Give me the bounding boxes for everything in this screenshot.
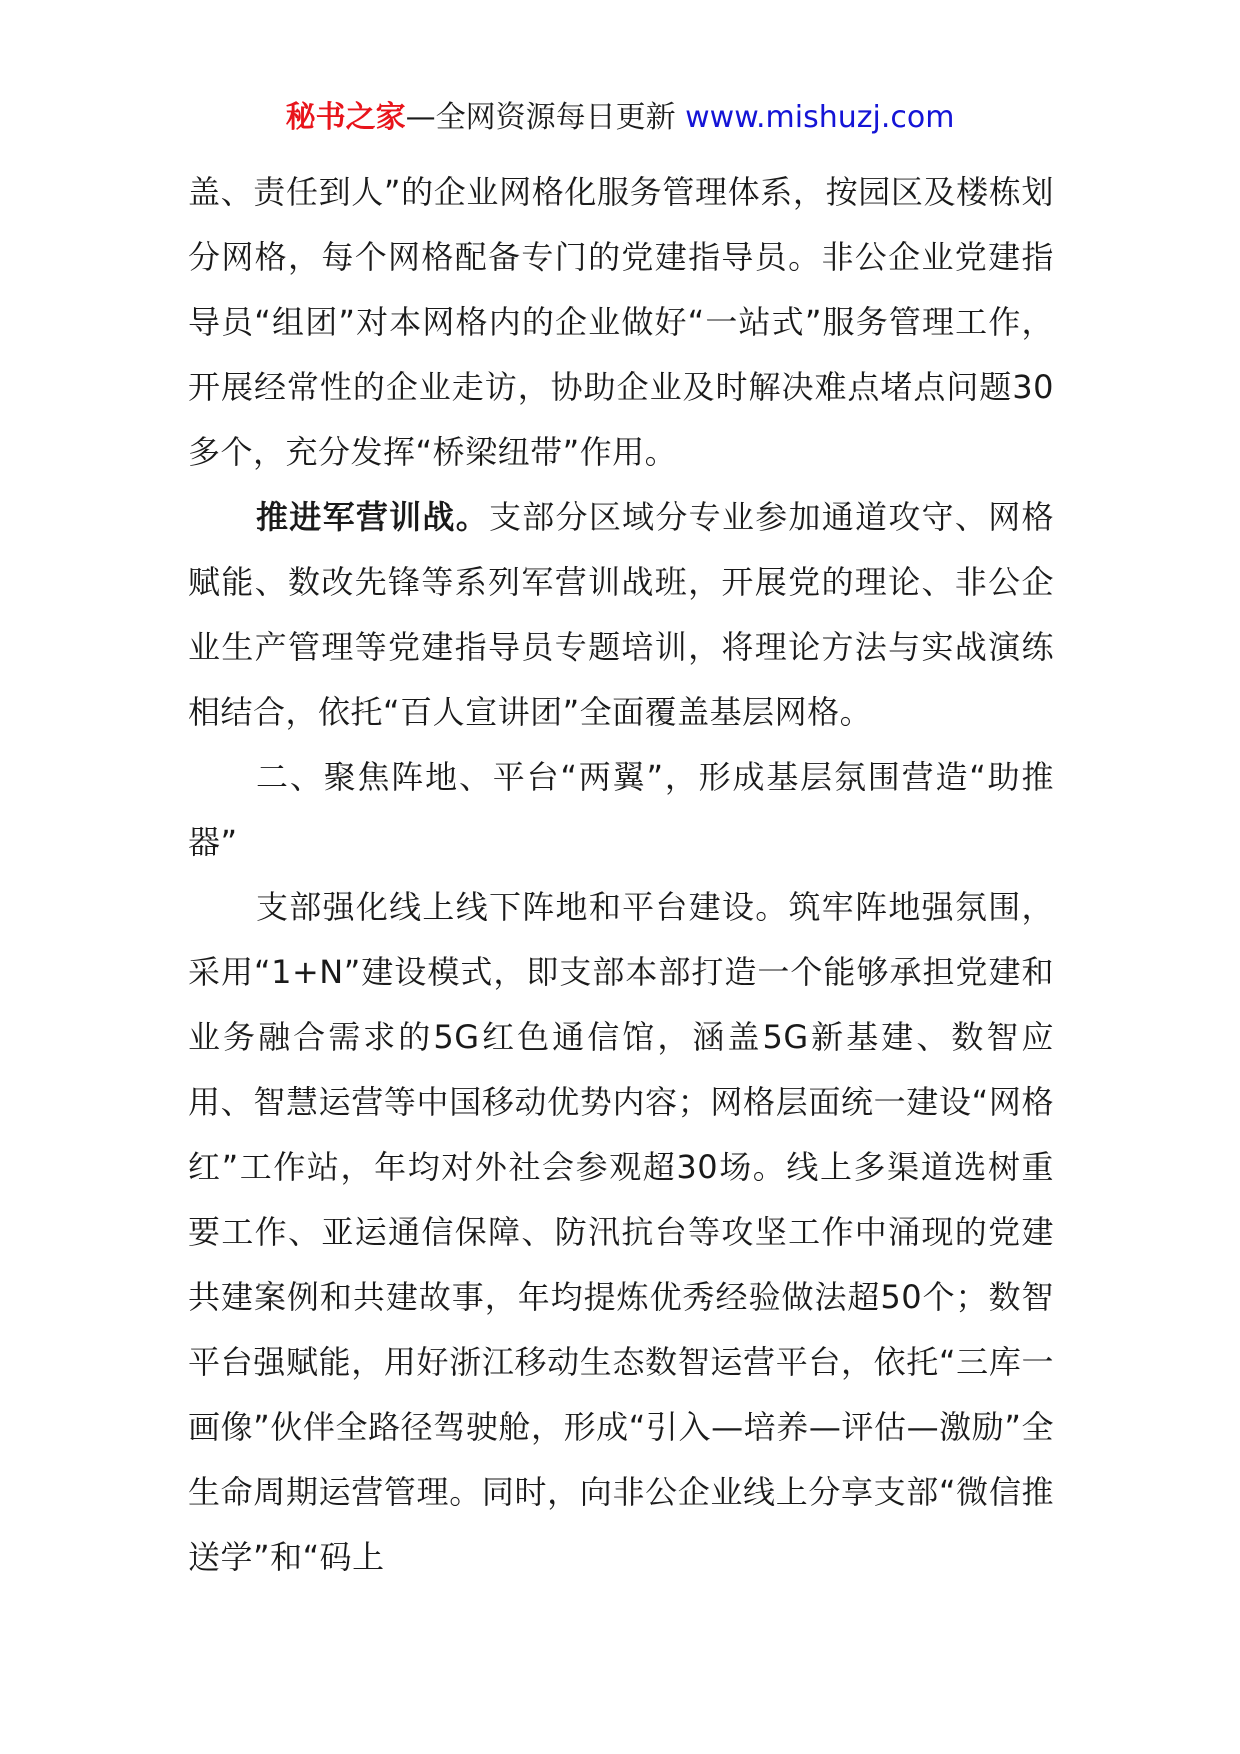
paragraph-continued: 盖、责任到人”的企业网格化服务管理体系，按园区及楼栋划分网格，每个网格配备专门的党建指导员。非公企业党建指导员“组团”对本网格内的企业做好“一站式”服务管理工作，开展经常性的企业走访，协助企业及时解决难点堵点问题30多个，充分发挥“桥梁纽带”作用。 xyxy=(188,173,1054,471)
site-url-link[interactable]: www.mishuzj.com xyxy=(685,100,955,135)
header-tagline: —全网资源每日更新 xyxy=(405,100,686,135)
paragraph-lead-title: 推进军营训战。 xyxy=(256,498,489,536)
paragraph-platform-building: 支部强化线上线下阵地和平台建设。筑牢阵地强氛围，采用“1+N”建设模式，即支部本部打造一个能够承担党建和业务融合需求的5G红色通信馆，涵盖5G新基建、数智应用、智慧运营等中国移动优势内容；网格层面统一建设“网格红”工作站，年均对外社会参观超30场。线上多渠道选树重要工作、亚运通信保障、防汛抗台等攻坚工作中涌现的党建共建案例和共建故事，年均提炼优秀经验做法超50个；数智平台强赋能，用好浙江移动生态数智运营平台，依托“三库一画像”伙伴全路径驾驶舱，形成“引入—培养—评估—激励”全生命周期运营管理。同时，向非公企业线上分享支部“微信推送学”和“码上 xyxy=(188,888,1054,1576)
paragraph-military-training xyxy=(188,485,1054,745)
document-body xyxy=(188,160,1054,1590)
section-heading-2: 二、聚焦阵地、平台“两翼”，形成基层氛围营造“助推器” xyxy=(188,758,1054,861)
brand-name: 秘书之家 xyxy=(285,100,406,135)
paragraph-text: 支部分区域分专业参加通道攻守、网格赋能、数改先锋等系列军营训战班，开展党的理论、非公企业生产管理等党建指导员专题培训，将理论方法与实战演练相结合，依托“百人宣讲团”全面覆盖基层网格。 xyxy=(188,498,1054,731)
page-header xyxy=(0,98,1240,138)
